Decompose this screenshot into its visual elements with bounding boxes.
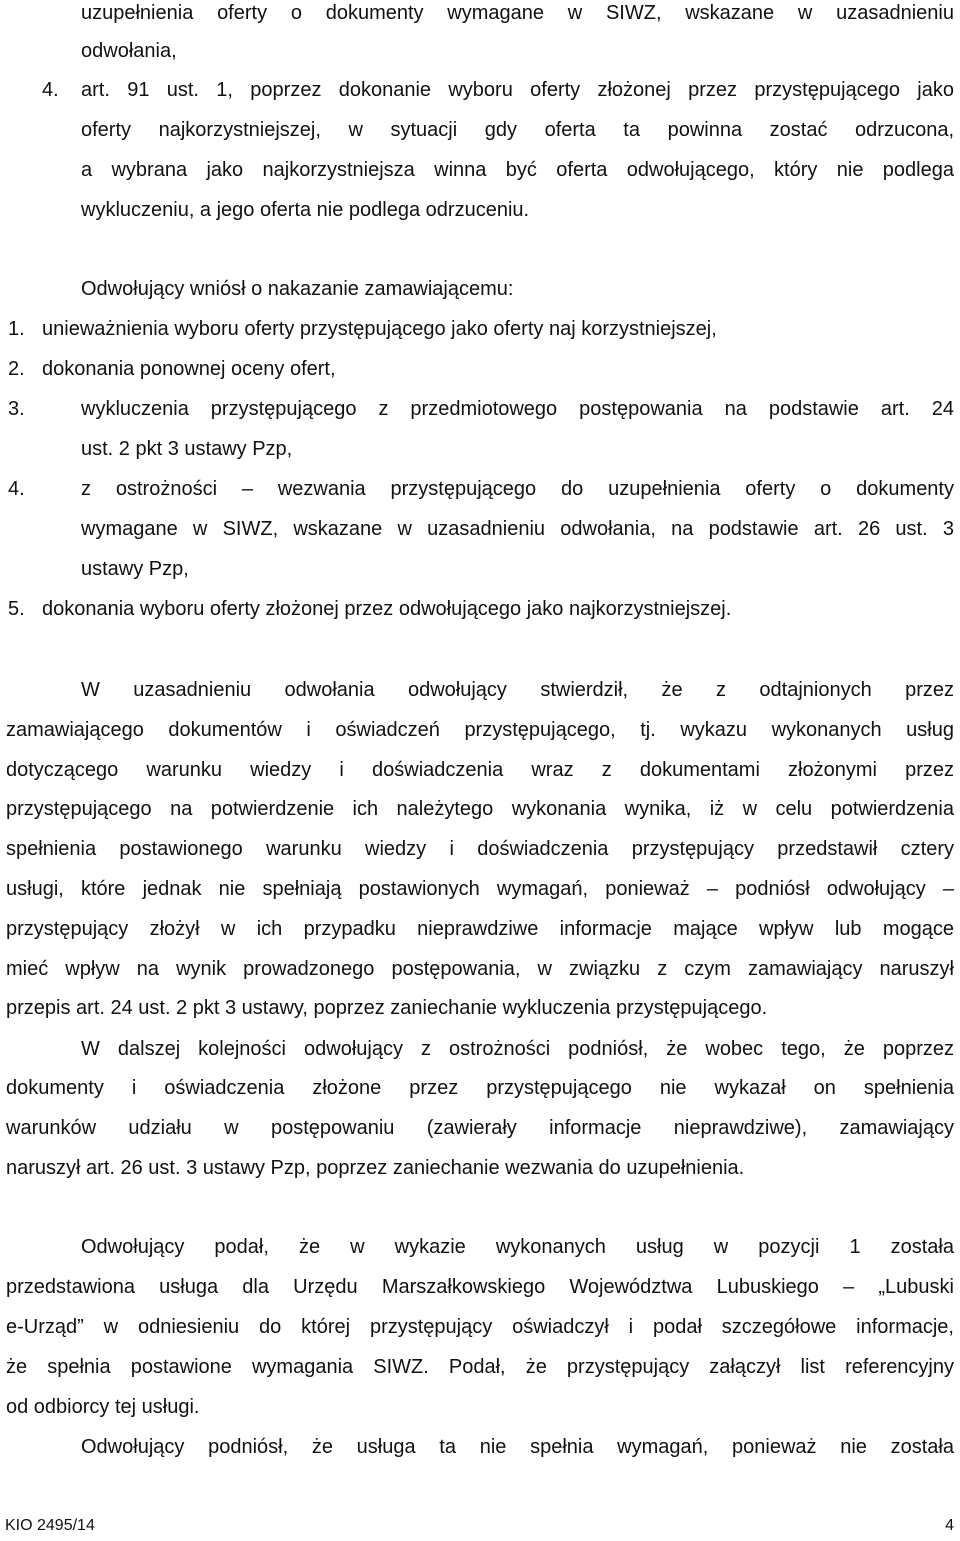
text-line: unieważnienia wyboru oferty przystępującego jako oferty naj korzystniejszej, bbox=[42, 318, 717, 340]
text-line: wykluczenia przystępującego z przedmiotowego postępowania na podstawie art. 24 bbox=[81, 398, 954, 420]
case-number: KIO 2495/14 bbox=[5, 1517, 95, 1534]
text-line: ustawy Pzp, bbox=[81, 558, 189, 580]
text-line: uzupełnienia oferty o dokumenty wymagane w SIWZ, wskazane w uzasadnieniu bbox=[81, 2, 954, 24]
paragraph-line: warunków udziału w postępowaniu (zawierały informacje nieprawdziwe), zamawiający bbox=[6, 1117, 954, 1139]
list-number: 1. bbox=[8, 318, 25, 340]
paragraph-line: przystępujący złożył w ich przypadku nieprawdziwe informacje mające wpływ lub mogące bbox=[6, 918, 954, 940]
paragraph-line: dotyczącego warunku wiedzy i doświadczenia wraz z dokumentami złożonymi przez bbox=[6, 759, 954, 781]
paragraph-line: mieć wpływ na wynik prowadzonego postępowania, w związku z czym zamawiający naruszył bbox=[6, 958, 954, 980]
paragraph-line: zamawiającego dokumentów i oświadczeń przystępującego, tj. wykazu wykonanych usług bbox=[6, 719, 954, 741]
section-heading: Odwołujący wniósł o nakazanie zamawiającemu: bbox=[81, 278, 514, 300]
text-line: z ostrożności – wezwania przystępującego do uzupełnienia oferty o dokumenty bbox=[81, 478, 954, 500]
text-line: wymagane w SIWZ, wskazane w uzasadnieniu odwołania, na podstawie art. 26 ust. 3 bbox=[81, 518, 954, 540]
paragraph-line: przystępującego na potwierdzenie ich należytego wykonania wynika, iż w celu potwierdzenia bbox=[6, 798, 954, 820]
text-line: a wybrana jako najkorzystniejsza winna być oferta odwołującego, który nie podlega bbox=[81, 159, 954, 181]
text-line: oferty najkorzystniejszej, w sytuacji gdy oferta ta powinna zostać odrzucona, bbox=[81, 119, 954, 141]
text-line: dokonania ponownej oceny ofert, bbox=[42, 358, 336, 380]
paragraph-line: W dalszej kolejności odwołujący z ostrożności podniósł, że wobec tego, że poprzez bbox=[81, 1038, 954, 1060]
list-number: 4. bbox=[8, 478, 25, 500]
list-number: 4. bbox=[42, 79, 59, 101]
paragraph-line: przepis art. 24 ust. 2 pkt 3 ustawy, poprzez zaniechanie wykluczenia przystępującego. bbox=[6, 997, 768, 1019]
list-number: 5. bbox=[8, 598, 25, 620]
paragraph-line: Odwołujący podniósł, że usługa ta nie spełnia wymagań, ponieważ nie została bbox=[81, 1436, 954, 1458]
text-line: ust. 2 pkt 3 ustawy Pzp, bbox=[81, 438, 293, 460]
list-number: 2. bbox=[8, 358, 25, 380]
paragraph-line: że spełnia postawione wymagania SIWZ. Podał, że przystępujący załączył list referencyjny bbox=[6, 1356, 954, 1378]
paragraph-line: Odwołujący podał, że w wykazie wykonanych usług w pozycji 1 została bbox=[81, 1236, 954, 1258]
list-number: 3. bbox=[8, 398, 25, 420]
paragraph-line: e-Urząd” w odniesieniu do której przystępujący oświadczył i podał szczegółowe informacje, bbox=[6, 1316, 954, 1338]
paragraph-line: naruszył art. 26 ust. 3 ustawy Pzp, poprzez zaniechanie wezwania do uzupełnienia. bbox=[6, 1157, 745, 1179]
text-line: art. 91 ust. 1, poprzez dokonanie wyboru oferty złożonej przez przystępującego jako bbox=[81, 79, 954, 101]
paragraph-line: spełnienia postawionego warunku wiedzy i doświadczenia przystępujący przedstawił cztery bbox=[6, 838, 954, 860]
text-line: wykluczeniu, a jego oferta nie podlega odrzuceniu. bbox=[81, 199, 530, 221]
text-line: dokonania wyboru oferty złożonej przez odwołującego jako najkorzystniejszej. bbox=[42, 598, 732, 620]
paragraph-line: W uzasadnieniu odwołania odwołujący stwierdził, że z odtajnionych przez bbox=[81, 679, 954, 701]
text-line: odwołania, bbox=[81, 40, 177, 62]
paragraph-line: dokumenty i oświadczenia złożone przez przystępującego nie wykazał on spełnienia bbox=[6, 1077, 954, 1099]
paragraph-line: usługi, które jednak nie spełniają postawionych wymagań, ponieważ – podniósł odwołujący – bbox=[6, 878, 954, 900]
paragraph-line: od odbiorcy tej usługi. bbox=[6, 1396, 200, 1418]
paragraph-line: przedstawiona usługa dla Urzędu Marszałkowskiego Województwa Lubuskiego – „Lubuski bbox=[6, 1276, 954, 1298]
page-number: 4 bbox=[945, 1517, 954, 1534]
